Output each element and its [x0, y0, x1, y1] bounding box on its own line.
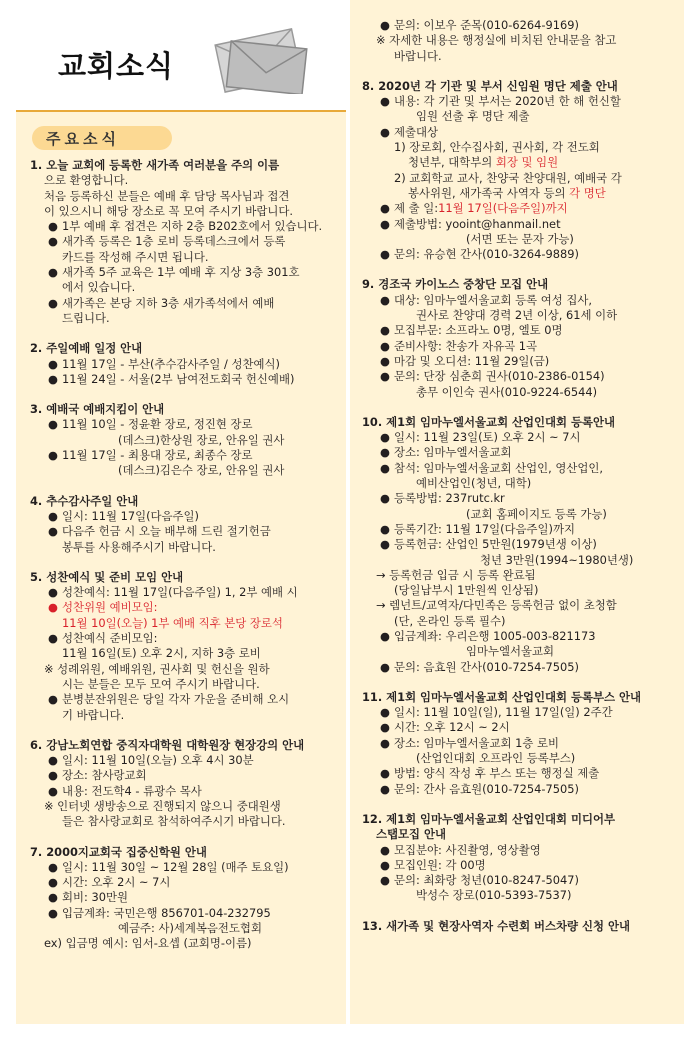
text-line: 11월 10일(오늘) 1부 예배 직후 본당 장로석 — [62, 615, 283, 630]
text-line: (데스크)한상원 장로, 안유일 권사 — [118, 432, 285, 447]
line-text: 봉사위원, 새가족국 사역자 등의 — [408, 185, 570, 200]
bullet-item — [30, 448, 346, 463]
bullet-text: 내용: 전도학4 - 류광수 목사 — [62, 783, 202, 798]
bullet-item — [30, 753, 346, 768]
bullet-text: 성찬예식 준비모임: — [62, 631, 158, 646]
text-line: 봉투를 사용해주시기 바랍니다. — [62, 539, 216, 554]
bullet-icon: ● — [48, 585, 58, 600]
bullet-item — [362, 858, 680, 873]
text-line: (당일납부시 1만원씩 인상됨) — [394, 583, 539, 598]
bullet-text: 마감 및 오디션: 11월 29일(금) — [394, 353, 550, 368]
highlight-text: 회장 및 임원 — [495, 155, 559, 170]
bullet-item — [30, 631, 346, 646]
text-line: (교회 홈페이지도 등록 가능) — [466, 506, 607, 521]
bullet-item — [30, 875, 346, 890]
text-line: 이 있으시니 해당 장소로 꼭 모여 주시기 바랍니다. — [44, 203, 294, 218]
bullet-item — [30, 600, 346, 615]
bullet-item — [362, 491, 680, 506]
bullet-text: 장소: 임마누엘서울교회 1층 로비 — [394, 735, 559, 750]
highlight-text: 11월 17일(다음주일)까지 — [438, 201, 568, 216]
bullet-text: 분병분잔위원은 당일 각자 가운을 준비해 오시 — [62, 692, 290, 707]
bullet-icon: ● — [48, 265, 58, 280]
bullet-icon: ● — [48, 905, 58, 920]
section-heading: 9. 경조국 카이노스 중창단 모집 안내 — [362, 277, 549, 292]
bullet-icon: ● — [48, 371, 58, 386]
text-line: 예비산업인(청년, 대학) — [416, 476, 532, 491]
text-line: 들은 참사랑교회로 참석하여주시기 바랍니다. — [62, 814, 286, 829]
bullet-icon: ● — [380, 338, 390, 353]
section-heading: 12. 제1회 임마누엘서울교회 산업인대회 미디어부 — [362, 811, 616, 826]
section-heading: 3. 예배국 예배지킴이 안내 — [30, 402, 165, 417]
bullet-icon: ● — [48, 600, 58, 615]
bullet-item — [30, 509, 346, 524]
text-line: 청년 3만원(1994~1980년생) — [480, 552, 634, 567]
bullet-text: 입금계좌: 국민은행 856701-04-232795 — [62, 905, 271, 920]
bullet-item — [30, 692, 346, 707]
bullet-item — [30, 372, 346, 387]
text-line: 으로 환영합니다. — [44, 173, 129, 188]
bullet-item — [362, 369, 680, 384]
bullet-icon: ● — [380, 201, 390, 216]
bullet-item — [362, 782, 680, 797]
bullet-text: 입금계좌: 우리은행 1005-003-821173 — [394, 628, 596, 643]
bullet-item — [362, 323, 680, 338]
bullet-text: 참석: 임마누엘서울교회 산업인, 영산업인, — [394, 460, 603, 475]
bullet-item — [362, 843, 680, 858]
text-line: 11월 16일(토) 오후 2시, 지하 3층 로비 — [62, 646, 261, 661]
bullet-icon: ● — [380, 430, 390, 445]
bullet-icon: ● — [380, 521, 390, 536]
bullet-icon: ● — [380, 369, 390, 384]
section-header — [32, 126, 172, 150]
bullet-item — [30, 234, 346, 249]
text-line: (단, 온라인 등록 필수) — [394, 613, 506, 628]
bullet-text: 모집분야: 사진촬영, 영상촬영 — [394, 842, 541, 857]
text-line: → 렘넌트/교역자/다민족은 등록헌금 없이 초청함 — [376, 598, 617, 613]
bullet-text: 등록헌금: 산업인 5만원(1979년생 이상) — [394, 537, 597, 552]
left-column — [30, 158, 346, 952]
section-heading: 4. 추수감사주일 안내 — [30, 493, 139, 508]
bullet-icon: ● — [380, 537, 390, 552]
bullet-icon: ● — [48, 524, 58, 539]
text-line: → 등록헌금 입금 시 등록 완료됨 — [376, 567, 536, 582]
section-heading: 8. 2020년 각 기관 및 부서 신임원 명단 제출 안내 — [362, 78, 618, 93]
bullet-text: 대상: 임마누엘서울교회 등록 여성 집사, — [394, 292, 592, 307]
bullet-icon: ● — [48, 508, 58, 523]
bullet-item — [362, 766, 680, 781]
bullet-text: 일시: 11월 17일(다음주일) — [62, 508, 199, 523]
bullet-icon: ● — [380, 323, 390, 338]
text-line: 스탭모집 안내 — [376, 827, 446, 842]
text-line: 1) 장로회, 안수집사회, 권사회, 각 전도회 — [394, 140, 600, 155]
envelope-icon — [200, 14, 320, 94]
section-heading: 6. 강남노회연합 중직자대학원 대학원장 현장강의 안내 — [30, 737, 305, 752]
text-line: 권사로 찬양대 경력 2년 이상, 61세 이하 — [416, 308, 618, 323]
bullet-icon: ● — [380, 124, 390, 139]
section-heading: 7. 2000지교회국 집중신학원 안내 — [30, 844, 207, 859]
bullet-text: 성찬예식: 11월 17일(다음주일) 1, 2부 예배 시 — [62, 585, 298, 600]
bullet-icon: ● — [48, 295, 58, 310]
bullet-item — [362, 354, 680, 369]
text-line: (서면 또는 문자 가능) — [466, 231, 574, 246]
section-heading: 10. 제1회 임마누엘서울교회 산업인대회 등록안내 — [362, 414, 616, 429]
bullet-text: 장소: 참사랑교회 — [62, 768, 147, 783]
bullet-icon: ● — [48, 417, 58, 432]
text-line: 처음 등록하신 분들은 예배 후 담당 목사님과 접견 — [44, 188, 290, 203]
text-line: 박성수 장로(010-5393-7537) — [416, 888, 572, 903]
bullet-icon: ● — [48, 753, 58, 768]
text-line: 바랍니다. — [394, 48, 442, 63]
bullet-item — [30, 417, 346, 432]
bullet-text: 11월 10일 - 정윤환 장로, 정진현 장로 — [62, 417, 253, 432]
bullet-icon: ● — [380, 94, 390, 109]
bullet-icon: ● — [48, 448, 58, 463]
page-title: 교회소식 — [58, 49, 175, 83]
note-line: ※ 자세한 내용은 행정실에 비치된 안내문을 참고 — [376, 33, 617, 48]
text-line: 에서 있습니다. — [62, 280, 136, 295]
bullet-icon: ● — [48, 875, 58, 890]
section-heading: 11. 제1회 임마누엘서울교회 산업인대회 등록부스 안내 — [362, 689, 642, 704]
bullet-item — [362, 522, 680, 537]
bullet-item — [362, 247, 680, 262]
text-line: 예금주: 사)세계복음전도협회 — [118, 921, 262, 936]
bullet-item — [30, 784, 346, 799]
text-line: (산업인대회 오프라인 등록부스) — [416, 751, 576, 766]
bullet-item — [30, 906, 346, 921]
bullet-text: 제출방법: yooint@hanmail.net — [394, 216, 561, 231]
bullet-text: 일시: 11월 10일(일), 11월 17일(일) 2주간 — [394, 705, 613, 720]
bullet-text: 11월 17일 - 최용대 장로, 최종수 장로 — [62, 448, 253, 463]
bullet-item — [362, 660, 680, 675]
bullet-icon: ● — [380, 353, 390, 368]
bullet-icon: ● — [380, 292, 390, 307]
bullet-icon: ● — [380, 247, 390, 262]
bullet-text: 방법: 양식 작성 후 부스 또는 행정실 제출 — [394, 766, 600, 781]
bullet-icon: ● — [380, 842, 390, 857]
bullet-item — [362, 461, 680, 476]
bullet-item — [362, 720, 680, 735]
bullet-text: 시간: 오후 2시 ~ 7시 — [62, 875, 171, 890]
bullet-text: 시간: 오후 12시 ~ 2시 — [394, 720, 510, 735]
text-line: ex) 입금명 예시: 임서-요셉 (교회명-이름) — [44, 936, 252, 951]
bullet-icon: ● — [380, 659, 390, 674]
bullet-text: 새가족은 본당 지하 3층 새가족석에서 예배 — [62, 295, 275, 310]
bullet-item — [362, 339, 680, 354]
bullet-text: 준비사항: 찬송가 자유곡 1곡 — [394, 338, 537, 353]
section-header-label: 주요소식 — [46, 130, 120, 148]
bullet-item — [362, 537, 680, 552]
bullet-text: 새가족 등록은 1층 로비 등록데스크에서 등록 — [62, 234, 286, 249]
bullet-text: 문의: 음효원 간사(010-7254-7505) — [394, 659, 579, 674]
bullet-text: 내용: 각 기관 및 부서는 2020년 한 해 헌신할 — [394, 94, 621, 109]
bullet-icon: ● — [48, 859, 58, 874]
bullet-item — [30, 296, 346, 311]
text-line — [362, 155, 680, 170]
bullet-item — [362, 293, 680, 308]
bullet-icon: ● — [380, 460, 390, 475]
bullet-item — [362, 201, 680, 216]
bullet-text: 회비: 30만원 — [62, 890, 128, 905]
text-line: 드립니다. — [62, 310, 110, 325]
bullet-icon: ● — [380, 491, 390, 506]
note-line: ※ 성례위원, 예배위원, 권사회 및 헌신을 원하 — [44, 661, 270, 676]
text-line: 총무 이인숙 권사(010-9224-6544) — [416, 384, 598, 399]
title-divider — [16, 110, 346, 112]
bullet-icon: ● — [48, 219, 58, 234]
section-heading: 1. 오늘 교회에 등록한 새가족 여러분을 주의 이름 — [30, 158, 280, 172]
bullet-item — [362, 705, 680, 720]
bullet-text: 일시: 11월 30일 ~ 12월 28일 (매주 토요일) — [62, 859, 289, 874]
bullet-item — [30, 860, 346, 875]
bullet-text: 문의: 단장 심춘희 권사(010-2386-0154) — [394, 369, 605, 384]
bullet-text: 모집부문: 소프라노 0명, 엘토 0명 — [394, 323, 563, 338]
bullet-text: 모집인원: 각 00명 — [394, 857, 486, 872]
bullet-icon: ● — [380, 735, 390, 750]
text-line: 카드를 작성해 주시면 됩니다. — [62, 249, 209, 264]
bullet-icon: ● — [380, 445, 390, 460]
bullet-text: 성찬위원 예비모임: — [62, 600, 158, 615]
text-line: 임원 선출 후 명단 제출 — [416, 109, 530, 124]
bullet-icon: ● — [380, 766, 390, 781]
bullet-item — [30, 585, 346, 600]
bullet-text: 11월 24일 - 서울(2부 남여전도회국 헌신예배) — [62, 371, 295, 386]
bullet-icon: ● — [48, 768, 58, 783]
bullet-item — [30, 890, 346, 905]
bullet-text: 일시: 11월 10일(오늘) 오후 4시 30분 — [62, 753, 254, 768]
bullet-item — [362, 94, 680, 109]
bullet-icon: ● — [380, 628, 390, 643]
bullet-text: 일시: 11월 23일(토) 오후 2시 ~ 7시 — [394, 430, 581, 445]
bullet-text: 제출대상 — [394, 124, 439, 139]
bullet-icon: ● — [380, 705, 390, 720]
bullet-icon: ● — [380, 857, 390, 872]
right-column — [362, 18, 680, 934]
bullet-text: 새가족 5주 교육은 1부 예배 후 지상 3층 301호 — [62, 265, 300, 280]
bullet-text: 다음주 헌금 시 오늘 배부해 드린 절기헌금 — [62, 524, 271, 539]
bullet-item — [30, 768, 346, 783]
bullet-item — [362, 445, 680, 460]
bullet-item — [30, 219, 346, 234]
bullet-icon: ● — [48, 356, 58, 371]
bullet-text: 1부 예배 후 접견은 지하 2층 B202호에서 있습니다. — [62, 219, 323, 234]
bullet-icon: ● — [48, 783, 58, 798]
bullet-icon: ● — [380, 873, 390, 888]
bullet-text: 문의: 유승현 간사(010-3264-9889) — [394, 247, 579, 262]
note-line: ※ 인터넷 생방송으로 진행되지 않으니 중대원생 — [44, 798, 281, 813]
bullet-item — [362, 736, 680, 751]
bullet-icon: ● — [380, 18, 390, 32]
highlight-text: 각 명단 — [569, 185, 606, 200]
bullet-text: 문의: 이보우 준목(010-6264-9169) — [394, 18, 579, 32]
bullet-item — [362, 125, 680, 140]
bullet-text: 등록기간: 11월 17일(다음주일)까지 — [394, 521, 575, 536]
bullet-text: 문의: 최화랑 청년(010-8247-5047) — [394, 873, 579, 888]
bullet-text: 11월 17일 - 부산(추수감사주일 / 성찬예식) — [62, 356, 280, 371]
line-text: 청년부, 대학부의 — [408, 155, 496, 170]
text-line: (데스크)김은수 장로, 안유일 권사 — [118, 463, 285, 478]
text-line: 2) 교회학교 교사, 찬양국 찬양대원, 예배국 각 — [394, 170, 622, 185]
bullet-icon: ● — [380, 781, 390, 796]
bullet-item — [362, 430, 680, 445]
bullet-item — [30, 357, 346, 372]
bullet-icon: ● — [380, 720, 390, 735]
text-line: 시는 분들은 모두 모여 주시기 바랍니다. — [62, 676, 260, 691]
bullet-text: 장소: 임마누엘서울교회 — [394, 445, 512, 460]
bullet-text: 제 출 일: — [394, 201, 439, 216]
bullet-icon: ● — [48, 692, 58, 707]
text-line: 기 바랍니다. — [62, 707, 125, 722]
bullet-icon: ● — [48, 890, 58, 905]
section-heading: 13. 새가족 및 현장사역자 수련회 버스차량 신청 안내 — [362, 918, 631, 933]
bullet-item — [362, 629, 680, 644]
bullet-text: 등록방법: 237rutc.kr — [394, 491, 505, 506]
bullet-item — [362, 217, 680, 232]
bullet-icon: ● — [380, 216, 390, 231]
section-heading: 2. 주일예배 일정 안내 — [30, 341, 143, 356]
bullet-icon: ● — [48, 631, 58, 646]
bullet-item — [30, 524, 346, 539]
bullet-icon: ● — [48, 234, 58, 249]
section-heading: 5. 성찬예식 및 준비 모임 안내 — [30, 569, 184, 584]
bullet-item — [362, 18, 680, 33]
bullet-item — [30, 265, 346, 280]
text-line: 임마누엘서울교회 — [466, 644, 555, 659]
bullet-item — [362, 873, 680, 888]
text-line — [362, 186, 680, 201]
bullet-text: 문의: 간사 음효원(010-7254-7505) — [394, 781, 579, 796]
